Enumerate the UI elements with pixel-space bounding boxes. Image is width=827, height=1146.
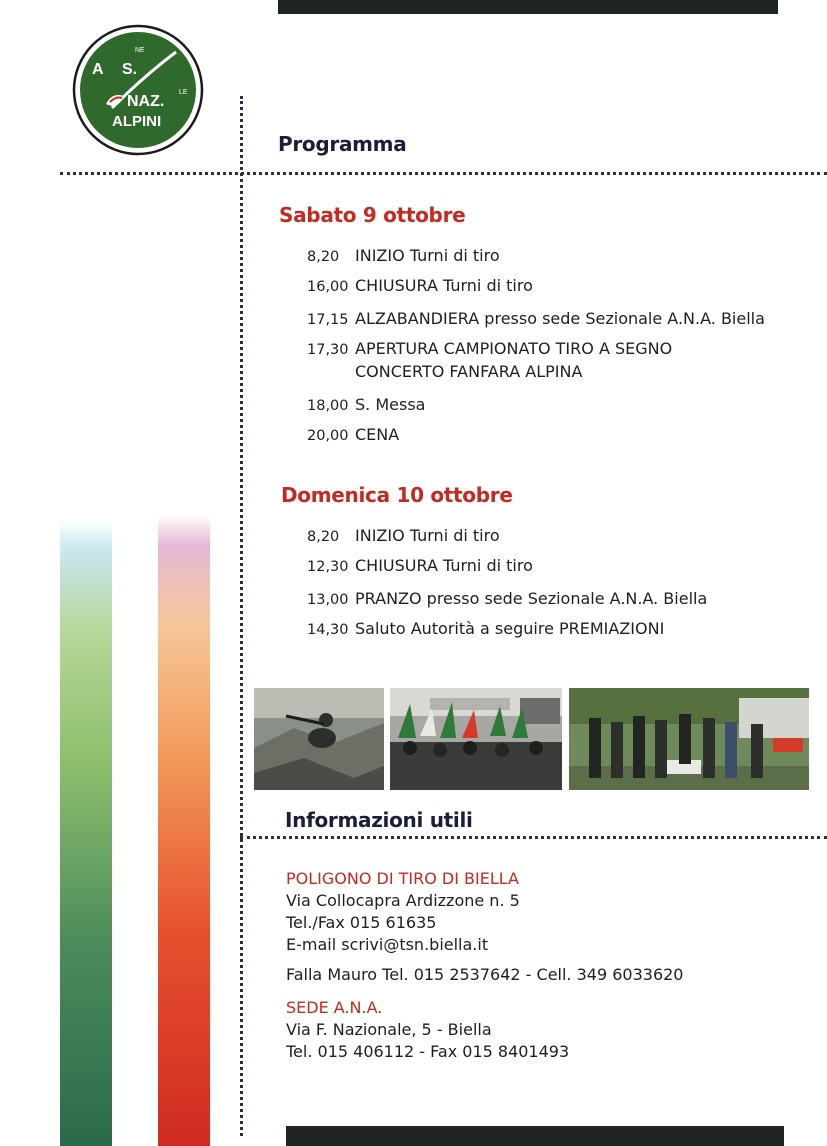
schedule-row [307, 425, 399, 444]
schedule-row [307, 619, 664, 638]
schedule-time: 8,20 [307, 249, 340, 265]
sede-name: SEDE A.N.A. [286, 998, 383, 1017]
schedule-time: 12,30 [307, 559, 349, 575]
sede-address: Via F. Nazionale, 5 - Biella [286, 1020, 492, 1039]
schedule-time: 14,30 [307, 622, 349, 638]
sede-tel: Tel. 015 406112 - Fax 015 8401493 [286, 1042, 570, 1061]
programma-title: Programma [278, 132, 407, 156]
schedule-row [307, 589, 707, 608]
photo-flag-parade [390, 688, 562, 790]
schedule-text: Saluto Autorità a seguire PREMIAZIONI [355, 619, 665, 638]
schedule-text: CHIUSURA Turni di tiro [355, 556, 533, 575]
schedule-time: 8,20 [307, 529, 340, 545]
schedule-text: APERTURA CAMPIONATO TIRO A SEGNO [355, 339, 673, 358]
photo-shooter [254, 688, 384, 790]
schedule-time: 16,00 [307, 279, 349, 295]
schedule-time: 13,00 [307, 592, 349, 608]
poligono-address: Via Collocapra Ardizzone n. 5 [286, 891, 520, 910]
schedule-text: INIZIO Turni di tiro [355, 246, 500, 265]
schedule-text: INIZIO Turni di tiro [355, 526, 500, 545]
schedule-row [307, 309, 765, 328]
schedule-row [307, 246, 500, 265]
schedule-time: 17,15 [307, 312, 349, 328]
programma-dotted-rule [60, 172, 827, 175]
day-title-saturday: Sabato 9 ottobre [279, 203, 466, 227]
schedule-row [307, 526, 500, 545]
schedule-text-line2: CONCERTO FANFARA ALPINA [355, 362, 583, 381]
poligono-tel: Tel./Fax 015 61635 [286, 913, 437, 932]
green-stripe [60, 520, 112, 1146]
vertical-dotted-rule [240, 96, 243, 1136]
schedule-row [307, 276, 533, 295]
bottom-bar [286, 1126, 784, 1146]
logo-text-a: A [92, 61, 104, 78]
schedule-row [307, 339, 672, 381]
schedule-time: 18,00 [307, 398, 349, 414]
schedule-time: 20,00 [307, 428, 349, 444]
poligono-name: POLIGONO DI TIRO DI BIELLA [286, 869, 519, 888]
schedule-text: S. Messa [355, 395, 426, 414]
schedule-row [307, 556, 533, 575]
schedule-text: CHIUSURA Turni di tiro [355, 276, 533, 295]
top-bar [278, 0, 778, 14]
ana-logo [72, 24, 204, 156]
schedule-text: CENA [355, 425, 400, 444]
info-title: Informazioni utili [285, 808, 473, 832]
logo-text-s: S. [122, 61, 138, 78]
day-title-sunday: Domenica 10 ottobre [281, 483, 513, 507]
logo-text-alpini: ALPINI [112, 113, 162, 130]
schedule-text: ALZABANDIERA presso sede Sezionale A.N.A. Biella [355, 309, 765, 328]
info-dotted-rule [240, 836, 827, 839]
contact-person: Falla Mauro Tel. 015 2537642 - Cell. 349 6033620 [286, 965, 684, 984]
logo-sup-ne: NE [135, 47, 145, 54]
schedule-text: PRANZO presso sede Sezionale A.N.A. Biella [355, 589, 708, 608]
schedule-time: 17,30 [307, 342, 349, 358]
schedule-row [307, 395, 425, 414]
poligono-email: E-mail scrivi@tsn.biella.it [286, 935, 489, 954]
logo-sup-le: LE [179, 89, 188, 96]
photo-awards-ceremony [569, 688, 809, 790]
red-stripe [158, 515, 210, 1146]
logo-text-naz: NAZ. [127, 93, 165, 110]
